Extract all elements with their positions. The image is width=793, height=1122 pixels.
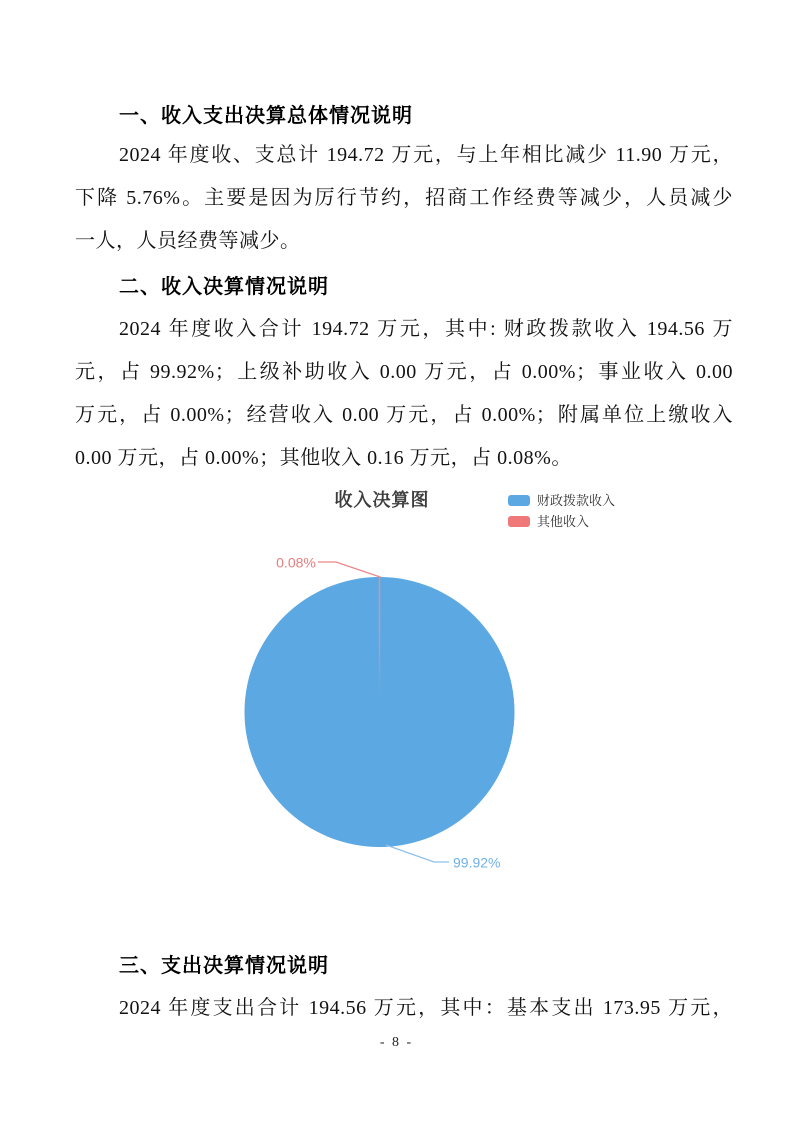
pie-label-qita: 0.08% bbox=[276, 554, 316, 571]
section-3-heading: 三、支出决算情况说明 bbox=[119, 955, 329, 977]
section-2-heading: 二、收入决算情况说明 bbox=[119, 276, 329, 298]
section-1-line-2: 下降 5.76%。主要是因为厉行节约，招商工作经费等减少，人员减少 bbox=[75, 187, 733, 209]
income-pie-chart bbox=[230, 480, 575, 880]
page-number: - 8 - bbox=[379, 1035, 414, 1050]
chart-title: 收入决算图 bbox=[334, 490, 430, 510]
pie-label-caizheng: 99.92% bbox=[453, 854, 501, 871]
section-1-line-3: 一人，人员经费等减少。 bbox=[75, 230, 301, 252]
label-line-caizheng bbox=[386, 845, 449, 862]
section-2-line-4: 0.00 万元，占 0.00%；其他收入 0.16 万元，占 0.08%。 bbox=[75, 447, 572, 469]
section-3-line-1: 2024 年度支出合计 194.56 万元，其中：基本支出 173.95 万元， bbox=[119, 997, 733, 1019]
section-1-heading: 一、收入支出决算总体情况说明 bbox=[119, 105, 413, 127]
legend-label-caizheng: 财政拨款收入 bbox=[537, 493, 616, 508]
section-1-line-1: 2024 年度收、支总计 194.72 万元，与上年相比减少 11.90 万元， bbox=[119, 144, 733, 166]
legend-label-qita: 其他收入 bbox=[537, 514, 590, 529]
label-line-qita bbox=[318, 562, 382, 578]
section-2-line-3: 万元，占 0.00%；经营收入 0.00 万元，占 0.00%；附属单位上缴收入 bbox=[75, 404, 733, 426]
section-2-line-1: 2024 年度收入合计 194.72 万元，其中: 财政拨款收入 194.56 万 bbox=[119, 318, 733, 340]
section-2-line-2: 元，占 99.92%；上级补助收入 0.00 万元，占 0.00%；事业收入 0.00 bbox=[75, 361, 733, 383]
